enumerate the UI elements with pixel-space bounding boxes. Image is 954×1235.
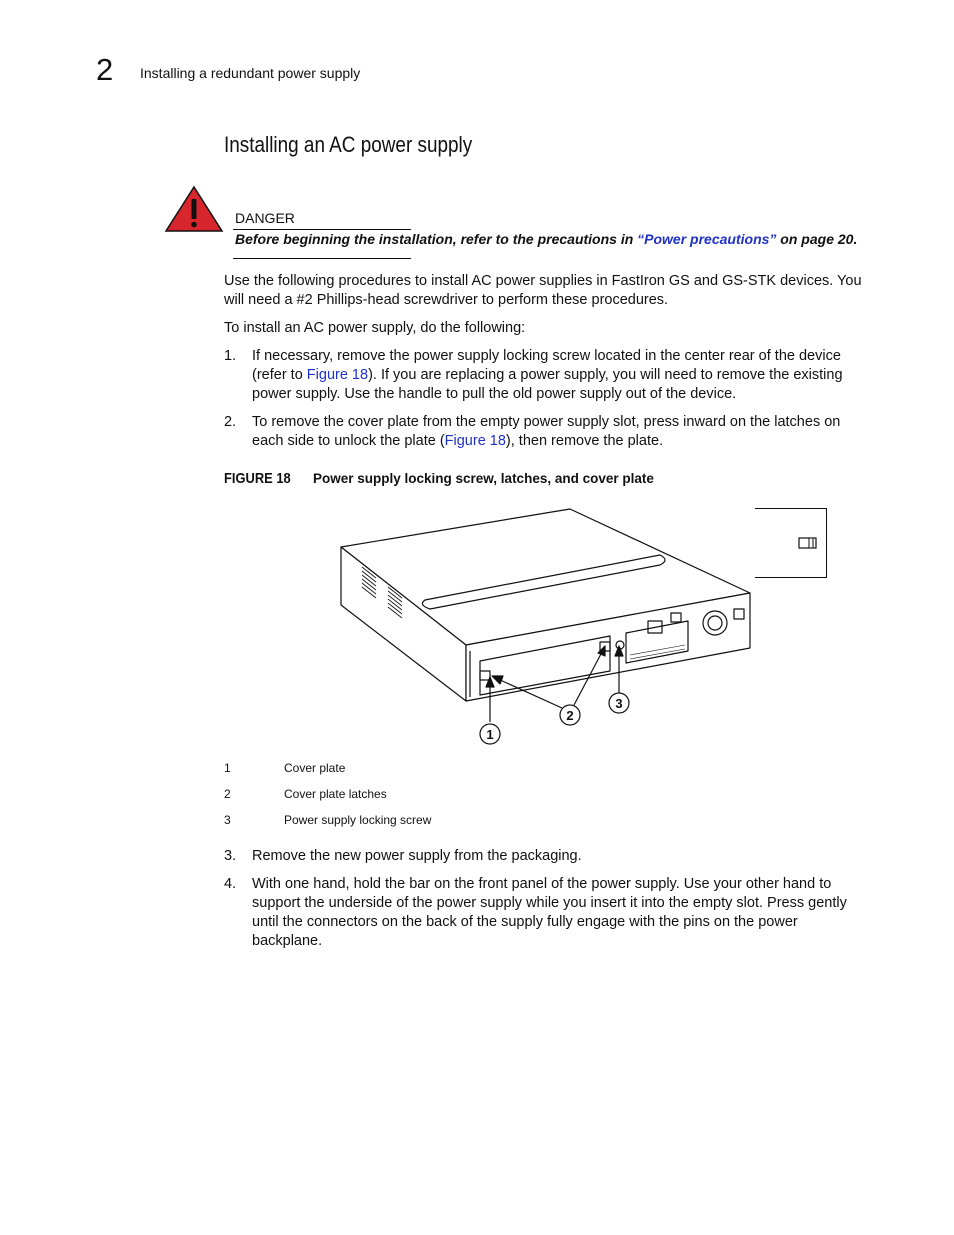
intro-instruction: To install an AC power supply, do the following: bbox=[224, 320, 526, 336]
latch-detail-icon bbox=[798, 537, 818, 549]
legend-text: Cover plate bbox=[284, 761, 346, 775]
danger-top-rule bbox=[233, 229, 411, 230]
step-3-number: 3. bbox=[224, 848, 237, 864]
section-title: Installing an AC power supply bbox=[224, 132, 473, 157]
step-1-line-2-before: (refer to bbox=[252, 367, 307, 383]
intro-paragraph bbox=[224, 272, 869, 310]
running-title: Installing a redundant power supply bbox=[140, 65, 361, 81]
figure-18-link[interactable]: Figure 18 bbox=[306, 367, 369, 383]
step-1-number: 1. bbox=[224, 348, 237, 364]
step-4-text bbox=[252, 875, 892, 951]
step-4-line-3: until the connectors on the back of the supply fully engage with the pins on the power bbox=[252, 914, 798, 930]
step-4-number: 4. bbox=[224, 876, 237, 892]
intro-line-1: Use the following procedures to install AC power supplies in FastIron GS and GS-STK devices. You bbox=[224, 273, 862, 289]
step-1-line-2 bbox=[252, 366, 869, 385]
power-precautions-link[interactable]: “Power precautions” bbox=[637, 231, 777, 247]
step-2-line-1: To remove the cover plate from the empty power supply slot, press inward on the latches on bbox=[252, 414, 841, 430]
step-4-line-2: support the underside of the power supply while you insert it into the empty slot. Press gently bbox=[252, 895, 847, 911]
step-4-line-4: backplane. bbox=[252, 933, 323, 949]
danger-title: DANGER bbox=[235, 210, 295, 226]
step-2-line-2-before: each side to unlock the plate ( bbox=[252, 433, 445, 449]
step-2-number: 2. bbox=[224, 414, 237, 430]
chapter-number: 2 bbox=[96, 52, 114, 87]
callout-3: 3 bbox=[615, 696, 623, 711]
danger-text bbox=[235, 231, 857, 247]
step-1-line-3: power supply. Use the handle to pull the old power supply out of the device. bbox=[252, 386, 737, 402]
legend-text: Power supply locking screw bbox=[284, 813, 432, 827]
step-3-text: Remove the new power supply from the packaging. bbox=[252, 848, 582, 864]
legend-text: Cover plate latches bbox=[284, 787, 387, 801]
danger-bottom-rule bbox=[233, 258, 411, 259]
legend-number: 3 bbox=[224, 813, 231, 827]
step-1-line-2-after: ). If you are replacing a power supply, you will need to remove the existing bbox=[368, 367, 843, 383]
danger-text-after: on page 20. bbox=[776, 231, 858, 247]
legend-number: 1 bbox=[224, 761, 231, 775]
danger-warning-icon bbox=[164, 185, 224, 233]
figure-label: FIGURE 18 bbox=[224, 470, 291, 487]
step-1-text bbox=[252, 347, 869, 404]
step-2-text bbox=[252, 413, 869, 451]
step-2-line-2 bbox=[252, 432, 869, 451]
intro-line-2: will need a #2 Phillips-head screwdriver to perform these procedures. bbox=[224, 292, 669, 308]
callout-2: 2 bbox=[566, 708, 574, 723]
legend-number: 2 bbox=[224, 787, 231, 801]
latch-detail-inset bbox=[755, 508, 827, 578]
step-4-line-1: With one hand, hold the bar on the front panel of the power supply. Use your other hand to bbox=[252, 876, 832, 892]
figure-18-link[interactable]: Figure 18 bbox=[444, 433, 506, 449]
step-1-line-1: If necessary, remove the power supply locking screw located in the center rear of the device bbox=[252, 348, 841, 364]
callout-1: 1 bbox=[486, 727, 494, 742]
danger-text-before: Before beginning the installation, refer to the precautions in bbox=[235, 231, 638, 247]
figure-caption: Power supply locking screw, latches, and cover plate bbox=[313, 471, 654, 486]
step-2-line-2-after: ), then remove the plate. bbox=[505, 433, 664, 449]
